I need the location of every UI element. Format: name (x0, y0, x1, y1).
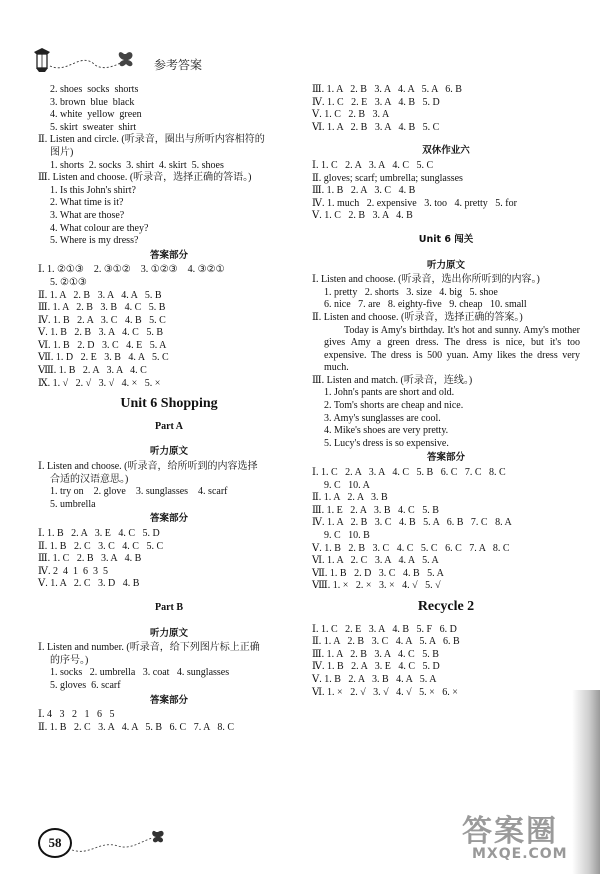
answer-line: Ⅲ. Listen and choose. (听录音，选择正确的答语。) (38, 172, 252, 184)
page-footer (30, 820, 180, 860)
answer-line: 4. white yellow green (50, 109, 142, 121)
unit-title: Recycle 2 (417, 598, 475, 614)
answer-line: Ⅱ. Listen and choose. (听录音，选择正确的答案。) (312, 311, 523, 323)
answer-line: 5. Lucy's dress is so expensive. (324, 437, 449, 449)
watermark-url: MXQE.COM (472, 846, 568, 862)
answer-line: Ⅰ. 1. ②①③ 2. ③①② 3. ①②③ 4. ③②① (38, 264, 225, 276)
answer-line: Ⅰ. 4 3 2 1 6 5 (38, 709, 115, 721)
answer-line: Ⅱ. 1. B 2. C 3. C 4. C 5. C (38, 540, 164, 552)
answer-line: Ⅵ. 1. × 2. √ 3. √ 4. √ 5. × 6. × (312, 686, 458, 698)
section-heading: Part B (154, 601, 184, 613)
answer-line: Ⅳ. 1. A 2. B 3. C 4. B 5. A 6. B 7. C 8. A (312, 517, 512, 529)
answer-line: Ⅳ. 1. much 2. expensive 3. too 4. pretty 5. for (312, 197, 517, 209)
spacer (38, 617, 300, 626)
answer-line: Ⅲ. 1. E 2. A 3. B 4. C 5. B (312, 504, 439, 516)
listening-passage: Today is Amy's birthday. It's hot and sunny. Amy's mother gives Amy a green dress. The dress is nice, but it's too expensive. The dress is 500 yuan. Amy likes the dress very much. (324, 324, 580, 374)
answer-line: Ⅱ. 1. B 2. C 3. A 4. A 5. B 6. C 7. A 8. C (38, 721, 235, 733)
answer-line: 5. Where is my dress? (50, 235, 139, 247)
answer-line: Ⅲ. 1. A 2. B 3. A 4. A 5. A 6. B (312, 84, 462, 95)
answer-line: Ⅴ. 1. A 2. C 3. D 4. B (38, 578, 140, 590)
answer-line: Ⅳ. 1. B 2. A 3. C 4. B 5. C (38, 314, 166, 326)
answer-line: Ⅴ. 1. C 2. B 3. A (312, 109, 390, 121)
answer-line: 5. umbrella (50, 498, 96, 510)
answer-line: Ⅰ. Listen and number. (听录音，给下列图片标上正确 (38, 642, 260, 654)
answer-line: Ⅲ. 1. B 2. A 3. C 4. B (312, 185, 416, 197)
answer-line: Ⅰ. 1. C 2. A 3. A 4. C 5. C (312, 159, 434, 171)
answer-line: 1. socks 2. umbrella 3. coat 4. sunglasses (50, 667, 230, 679)
watermark (462, 806, 590, 868)
answer-line: Ⅲ. Listen and match. (听录音，连线。) (312, 374, 473, 386)
answer-line: Ⅰ. 1. B 2. A 3. E 4. C 5. D (38, 528, 160, 539)
section-heading: Part A (154, 420, 184, 432)
answer-line: 9. C 10. B (324, 530, 370, 541)
answer-line: Ⅸ. 1. √ 2. √ 3. √ 4. × 5. × (38, 377, 161, 389)
answer-line: 2. shoes socks shorts (50, 84, 139, 95)
answer-line: 2. Tom's shorts are cheap and nice. (324, 400, 464, 412)
section-heading: 听力原文 (426, 259, 465, 271)
answer-line: Ⅰ. 1. C 2. E 3. A 4. B 5. F 6. D (312, 623, 457, 635)
answer-line: 2. What time is it? (50, 197, 124, 209)
answer-line: 5. ②①③ (50, 276, 87, 288)
answer-line: Ⅷ. 1. × 2. × 3. × 4. √ 5. √ (312, 580, 441, 592)
page-number: 58 (38, 828, 72, 858)
answer-line: Ⅱ. gloves; scarf; umbrella; sunglasses (312, 172, 463, 184)
watermark-logo-text: 答案圈 (462, 814, 558, 849)
section-heading: 答案部分 (149, 513, 188, 525)
answer-line: 5. skirt sweater shirt (50, 121, 137, 133)
answer-line: 1. Is this John's shirt? (50, 184, 136, 196)
answer-line: 6. nice 7. are 8. eighty-five 9. cheap 10. small (324, 299, 527, 311)
answer-line: Ⅴ. 1. C 2. B 3. A 4. B (312, 210, 413, 222)
answer-line: 4. Mike's shoes are very pretty. (324, 425, 449, 437)
answer-line: 合适的汉语意思。) (50, 473, 129, 485)
answer-line: Ⅴ. 1. B 2. B 3. C 4. C 5. C 6. C 7. A 8. C (312, 542, 510, 554)
answer-line: Ⅴ. 1. B 2. B 3. A 4. C 5. B (38, 327, 164, 339)
answer-line: 3. What are those? (50, 209, 125, 221)
answer-line: Ⅰ. Listen and choose. (听录音，选出你所听到的内容。) (312, 274, 540, 286)
answer-line: 3. Amy's sunglasses are cool. (324, 412, 441, 424)
answer-line: Ⅰ. 1. C 2. A 3. A 4. C 5. B 6. C 7. C 8. C (312, 467, 506, 479)
answer-line: Ⅲ. 1. A 2. B 3. A 4. C 5. B (312, 648, 439, 660)
spacer (38, 435, 300, 444)
answer-line: 5. gloves 6. scarf (50, 679, 121, 691)
lamp-butterfly-decoration-icon (28, 44, 148, 80)
left-answer-column (38, 84, 300, 734)
answer-line: 1. John's pants are short and old. (324, 387, 455, 399)
header-title: 参考答案 (154, 58, 203, 72)
answer-line: Ⅴ. 1. B 2. A 3. B 4. A 5. A (312, 673, 437, 685)
answer-line: 图片) (50, 146, 74, 158)
footer-flourish-icon (70, 820, 180, 860)
section-heading: Unit 6 闯关 (418, 233, 474, 245)
section-heading: 答案部分 (149, 694, 188, 706)
answer-line: Ⅳ. 1. C 2. E 3. A 4. B 5. D (312, 96, 440, 108)
spacer (312, 249, 580, 258)
section-heading: 听力原文 (149, 627, 188, 639)
answer-line: Ⅱ. 1. A 2. B 3. A 4. A 5. B (38, 289, 162, 301)
answer-line: Ⅰ. Listen and choose. (听录音，给所听到的内容选择 (38, 461, 258, 473)
answer-line: Ⅲ. 1. C 2. B 3. A 4. B (38, 553, 142, 565)
answer-line: 1. pretty 2. shorts 3. size 4. big 5. shoe (324, 286, 498, 298)
answer-line: Ⅱ. 1. A 2. B 3. C 4. A 5. A 6. B (312, 636, 460, 648)
answer-line: Ⅵ. 1. B 2. D 3. C 4. E 5. A (38, 339, 167, 351)
answer-line: Ⅱ. 1. A 2. A 3. B (312, 492, 388, 504)
section-heading: 双休作业六 (422, 145, 470, 157)
answer-line: 1. shorts 2. socks 3. shirt 4. skirt 5. shoes (50, 159, 224, 171)
answer-line: 9. C 10. A (324, 479, 370, 491)
section-heading: 答案部分 (426, 452, 465, 464)
answer-line: Ⅲ. 1. A 2. B 3. B 4. C 5. B (38, 302, 166, 314)
right-answer-column (312, 84, 580, 699)
answer-line: 1. try on 2. glove 3. sunglasses 4. scarf (50, 486, 228, 498)
section-heading: 答案部分 (149, 249, 188, 261)
answer-line: Ⅶ. 1. D 2. E 3. B 4. A 5. C (38, 352, 169, 364)
unit-title: Unit 6 Shopping (120, 396, 218, 412)
spacer (312, 223, 580, 232)
answer-line: Ⅵ. 1. A 2. B 3. A 4. B 5. C (312, 121, 440, 133)
section-heading: 听力原文 (149, 446, 188, 458)
page-header (28, 44, 588, 80)
answer-line: Ⅳ. 2 4 1 6 3 5 (38, 565, 108, 577)
answer-line: Ⅶ. 1. B 2. D 3. C 4. B 5. A (312, 567, 444, 579)
answer-line: Ⅱ. Listen and circle. (听录音，圈出与所听内容相符的 (38, 134, 265, 146)
answer-line: 的序号。) (50, 654, 89, 666)
answer-line: Ⅷ. 1. B 2. A 3. A 4. C (38, 365, 147, 377)
answer-line: Ⅵ. 1. A 2. C 3. A 4. A 5. A (312, 555, 439, 567)
answer-line: 4. What colour are they? (50, 222, 149, 234)
answer-line: Ⅳ. 1. B 2. A 3. E 4. C 5. D (312, 661, 440, 673)
spacer (38, 591, 300, 600)
answer-line: 3. brown blue black (50, 96, 135, 108)
spacer (312, 134, 580, 143)
